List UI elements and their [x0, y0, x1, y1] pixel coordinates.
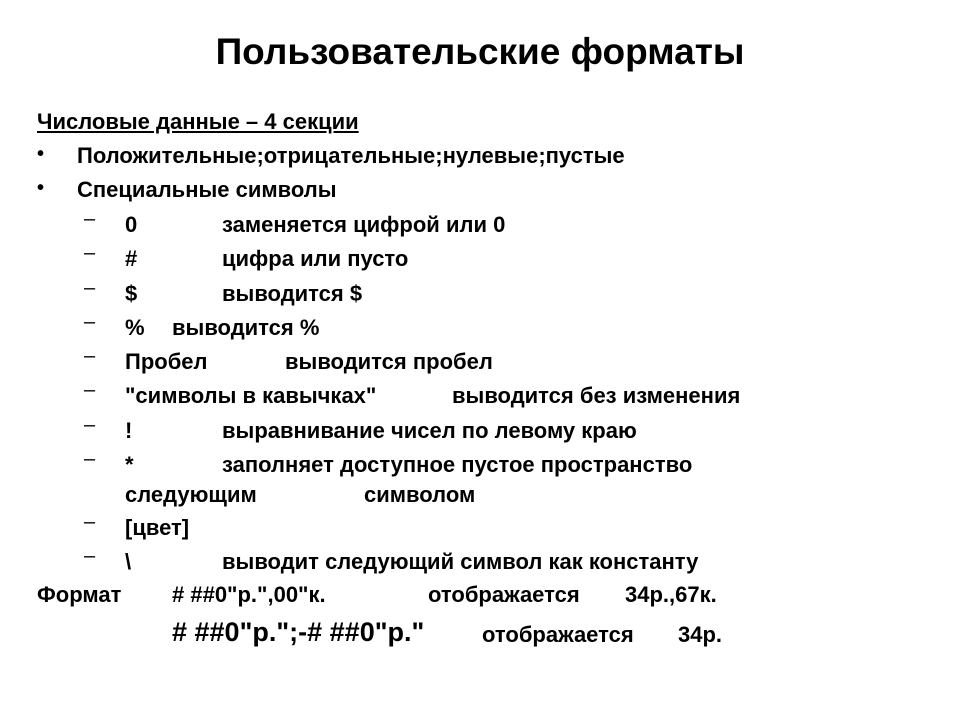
- format-result-2: 34р.: [678, 622, 723, 647]
- symbol: #: [125, 246, 138, 271]
- slide-title: Пользовательские форматы: [215, 31, 745, 72]
- dash-icon: –: [84, 277, 96, 299]
- dash-icon: –: [84, 511, 96, 533]
- format-example-1: # ##0"р.",00"к.: [172, 582, 326, 607]
- symbol-description: выводится $: [222, 281, 363, 306]
- bullet-dot-icon: •: [37, 143, 45, 165]
- symbol: "символы в кавычках": [125, 383, 377, 408]
- symbol-description: цифра или пусто: [222, 246, 409, 271]
- bullet-text: Положительные;отрицательные;нулевые;пустые: [77, 143, 625, 168]
- section-heading: Числовые данные – 4 секции: [37, 109, 359, 134]
- symbol: [цвет]: [125, 515, 190, 540]
- symbol-description-continuation: символом: [364, 482, 476, 507]
- symbol-description-continuation: следующим: [125, 482, 257, 507]
- format-label: Формат: [37, 582, 122, 607]
- dash-icon: –: [84, 345, 96, 367]
- symbol-description: выводится без изменения: [452, 383, 741, 408]
- dash-icon: –: [84, 414, 96, 436]
- symbol-description: выводит следующий символ как константу: [222, 549, 699, 574]
- format-result-label: отображается: [482, 622, 634, 647]
- symbol-description: заменяется цифрой или 0: [222, 212, 506, 237]
- dash-icon: –: [84, 448, 96, 470]
- dash-icon: –: [84, 242, 96, 264]
- dash-icon: –: [84, 545, 96, 567]
- symbol: $: [125, 281, 138, 306]
- symbol-description: выводится %: [172, 315, 320, 340]
- symbol: *: [125, 452, 134, 477]
- dash-icon: –: [84, 311, 96, 333]
- format-result-1: 34р.,67к.: [625, 582, 717, 607]
- bullet-text: Специальные символы: [77, 177, 337, 202]
- symbol: !: [125, 418, 133, 443]
- bullet-dot-icon: •: [37, 177, 45, 199]
- symbol: 0: [125, 212, 138, 237]
- dash-icon: –: [84, 208, 96, 230]
- symbol: %: [125, 315, 145, 340]
- symbol: \: [125, 549, 132, 574]
- symbol-description: выравнивание чисел по левому краю: [222, 418, 637, 443]
- dash-icon: –: [84, 379, 96, 401]
- symbol-description: выводится пробел: [285, 349, 493, 374]
- symbol: Пробел: [125, 349, 208, 374]
- symbol-description: заполняет доступное пустое пространство: [222, 452, 693, 477]
- format-result-label: отображается: [428, 582, 580, 607]
- format-example-2: # ##0"р.";-# ##0"р.": [172, 617, 425, 647]
